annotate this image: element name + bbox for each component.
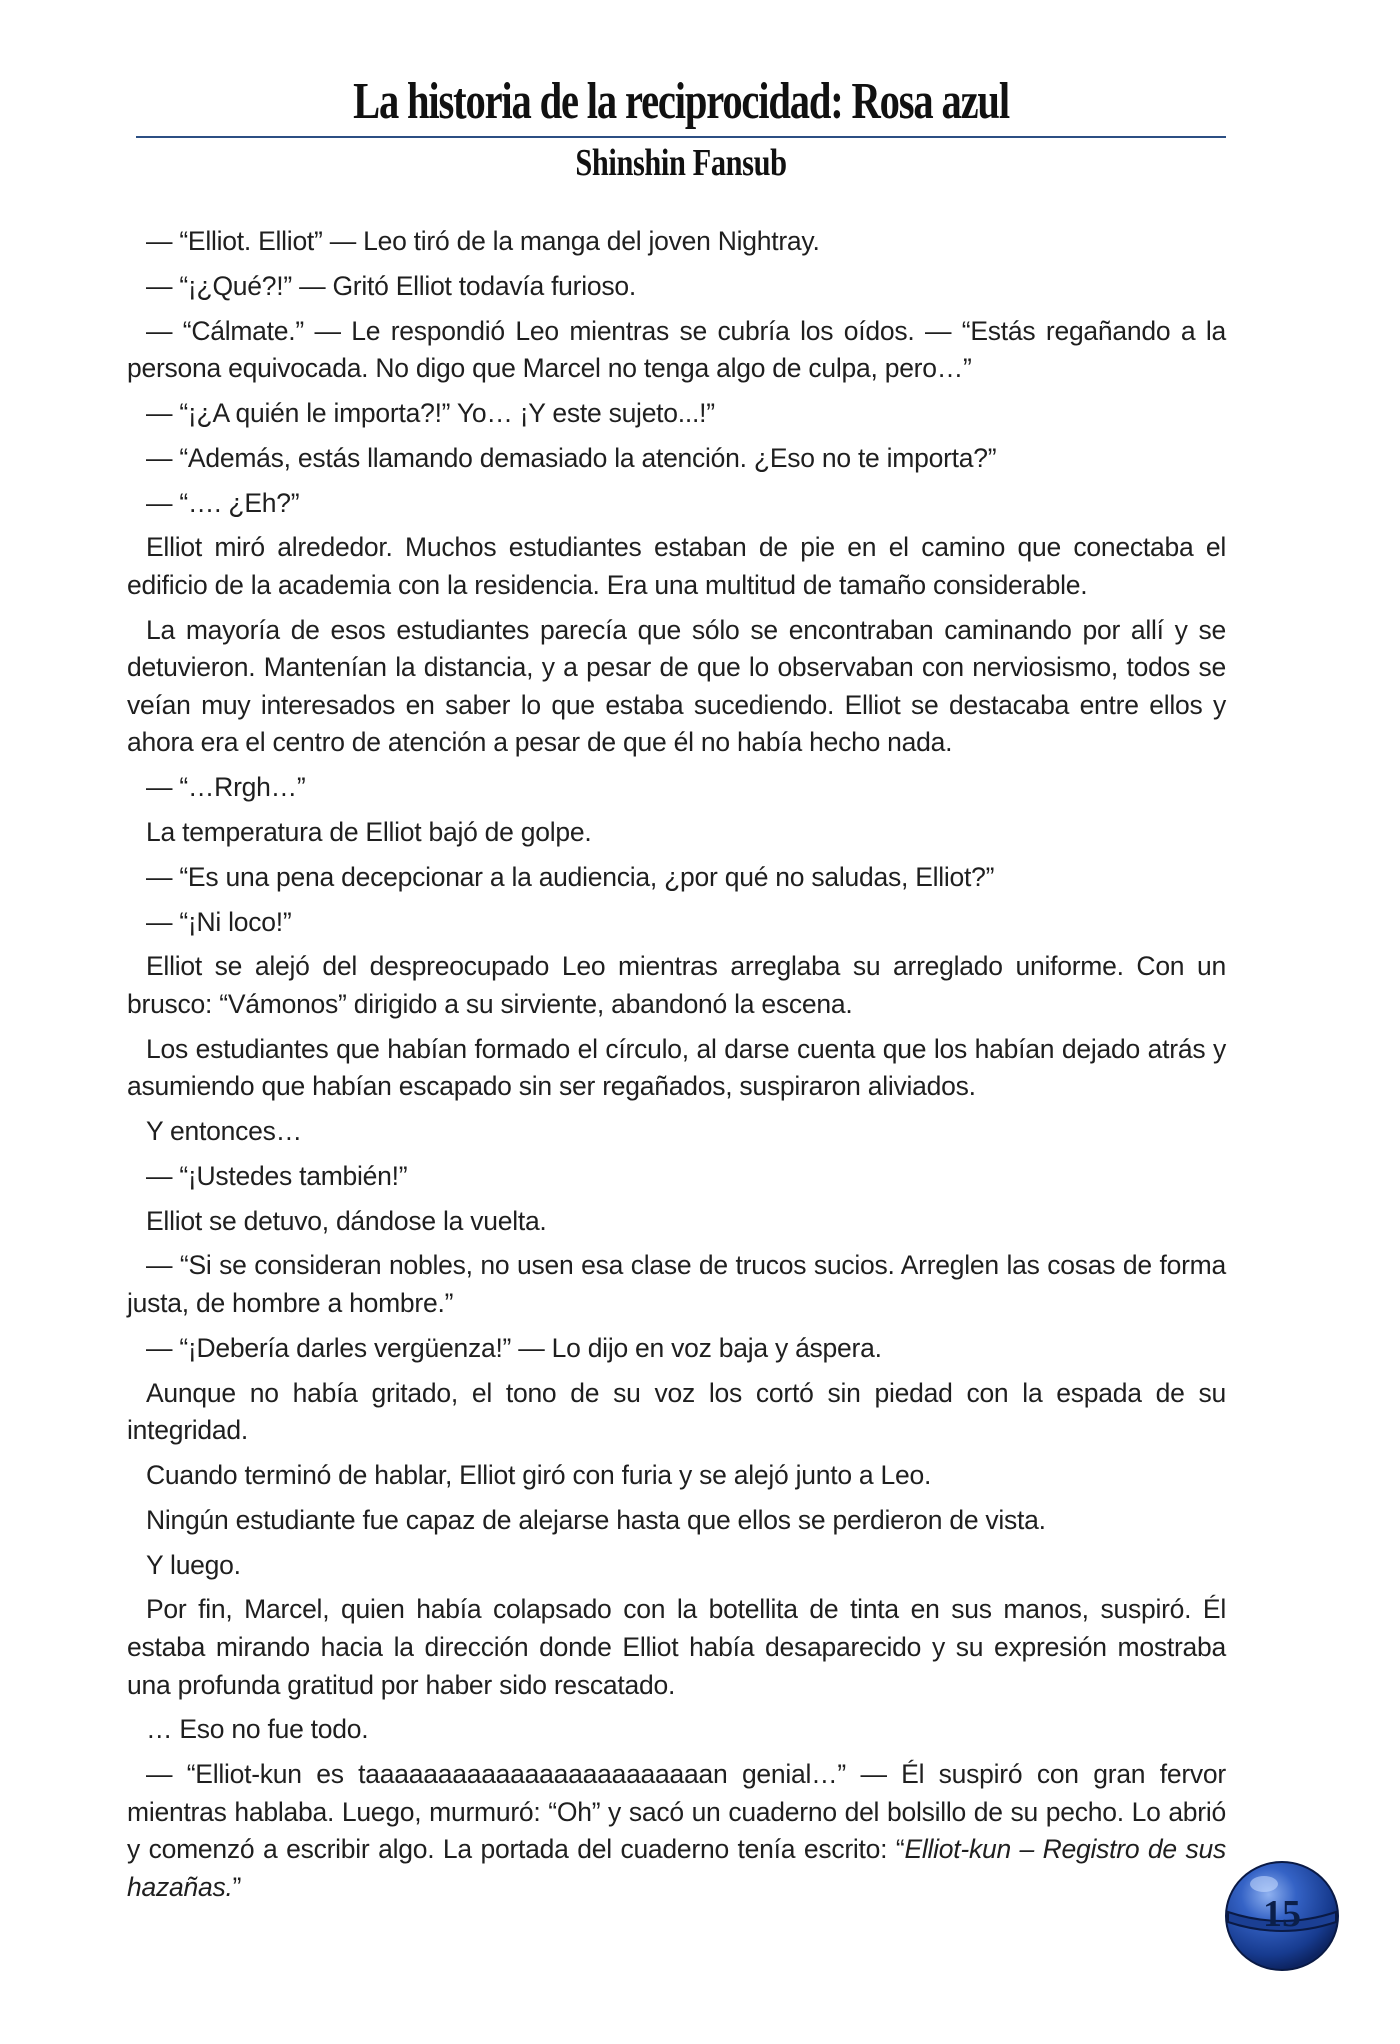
paragraph-last <box>127 1756 1226 1906</box>
paragraph: Aunque no había gritado, el tono de su voz los cortó sin piedad con la espada de su integridad. <box>127 1377 1226 1446</box>
paragraph-last-text: — “Elliot-kun es taaaaaaaaaaaaaaaaaaaaaaaan genial…” — Él suspiró con gran fervor mientras hablaba. Luego, murmuró: “Oh” y sacó un cuaderno del bolsillo de su pecho. Lo abrió y comenzó a escribir algo. La portada del cuaderno tenía escrito: “ <box>127 1759 1226 1865</box>
paragraph: Cuando terminó de hablar, Elliot giró con furia y se alejó junto a Leo. <box>146 1459 932 1490</box>
paragraph: Y entonces… <box>146 1116 302 1147</box>
paragraph: — “¡¿A quién le importa?!” Yo… ¡Y este sujeto...!” <box>146 397 715 428</box>
paragraph: — “¡Debería darles vergüenza!” — Lo dijo en voz baja y áspera. <box>146 1332 882 1363</box>
paragraph: — “Además, estás llamando demasiado la atención. ¿Eso no te importa?” <box>146 442 997 473</box>
paragraph: Los estudiantes que habían formado el círculo, al darse cuenta que los habían dejado atrás y asumiendo que habían escapado sin ser regañados, suspiraron aliviados. <box>127 1033 1226 1102</box>
paragraph: — “…Rrgh…” <box>146 772 306 803</box>
book-title: La historia de la reciprocidad: Rosa azul <box>353 73 1009 130</box>
paragraph: La temperatura de Elliot bajó de golpe. <box>146 817 592 847</box>
group-name: Shinshin Fansub <box>575 142 787 184</box>
paragraph: — “¡Ustedes también!” <box>146 1160 408 1191</box>
paragraph: Ningún estudiante fue capaz de alejarse hasta que ellos se perdieron de vista. <box>146 1504 1046 1535</box>
paragraph: Elliot se alejó del despreocupado Leo mientras arreglaba su arreglado uniforme. Con un brusco: “Vámonos” dirigido a su sirviente, abandonó la escena. <box>127 951 1226 1019</box>
paragraph: — “Cálmate.” — Le respondió Leo mientras se cubría los oídos. — “Estás regañando a la persona equivocada. No digo que Marcel no tenga algo de culpa, pero…” <box>127 315 1226 384</box>
paragraph: … Eso no fue todo. <box>146 1714 369 1745</box>
paragraph: — “¡¿Qué?!” — Gritó Elliot todavía furioso. <box>146 270 636 301</box>
paragraph: — “¡Ni loco!” <box>146 906 292 937</box>
paragraph: — “…. ¿Eh?” <box>146 487 300 518</box>
paragraph: La mayoría de esos estudiantes parecía que sólo se encontraban caminando por allí y se detuvieron. Mantenían la distancia, y a pesar de que lo observaban con nerviosismo, todos se veían muy interesados en saber lo que estaba sucediendo. Elliot se destacaba entre ellos y ahora era el centro de atención a pesar de que él no había hecho nada. <box>127 614 1226 758</box>
paragraph: — “Si se consideran nobles, no usen esa clase de trucos sucios. Arreglen las cosas de forma justa, de hombre a hombre.” <box>127 1250 1226 1319</box>
notebook-title: Elliot-kun – Registro de sus hazañas. <box>127 1834 1226 1902</box>
paragraph: Elliot se detuvo, dándose la vuelta. <box>146 1205 547 1236</box>
paragraph: — “Es una pena decepcionar a la audiencia, ¿por qué no saludas, Elliot?” <box>146 861 995 892</box>
page-header <box>136 70 1226 188</box>
paragraph: Elliot miró alrededor. Muchos estudiantes estaban de pie en el camino que conectaba el edificio de la academia con la residencia. Era una multitud de tamaño considerable. <box>127 532 1226 600</box>
body-text <box>127 223 1226 1914</box>
paragraph: Por fin, Marcel, quien había colapsado con la botellita de tinta en sus manos, suspiró. Él estaba mirando hacia la dirección donde Elliot había desaparecido y su expresión mostraba una profunda gratitud por haber sido rescatado. <box>127 1594 1226 1700</box>
paragraph: — “Elliot. Elliot” — Leo tiró de la manga del joven Nightray. <box>146 226 820 256</box>
paragraph: Y luego. <box>146 1549 241 1580</box>
page-number: 15 <box>1263 1893 1301 1935</box>
closing-quote: ” <box>232 1871 242 1902</box>
page-badge <box>1220 1856 1344 1974</box>
